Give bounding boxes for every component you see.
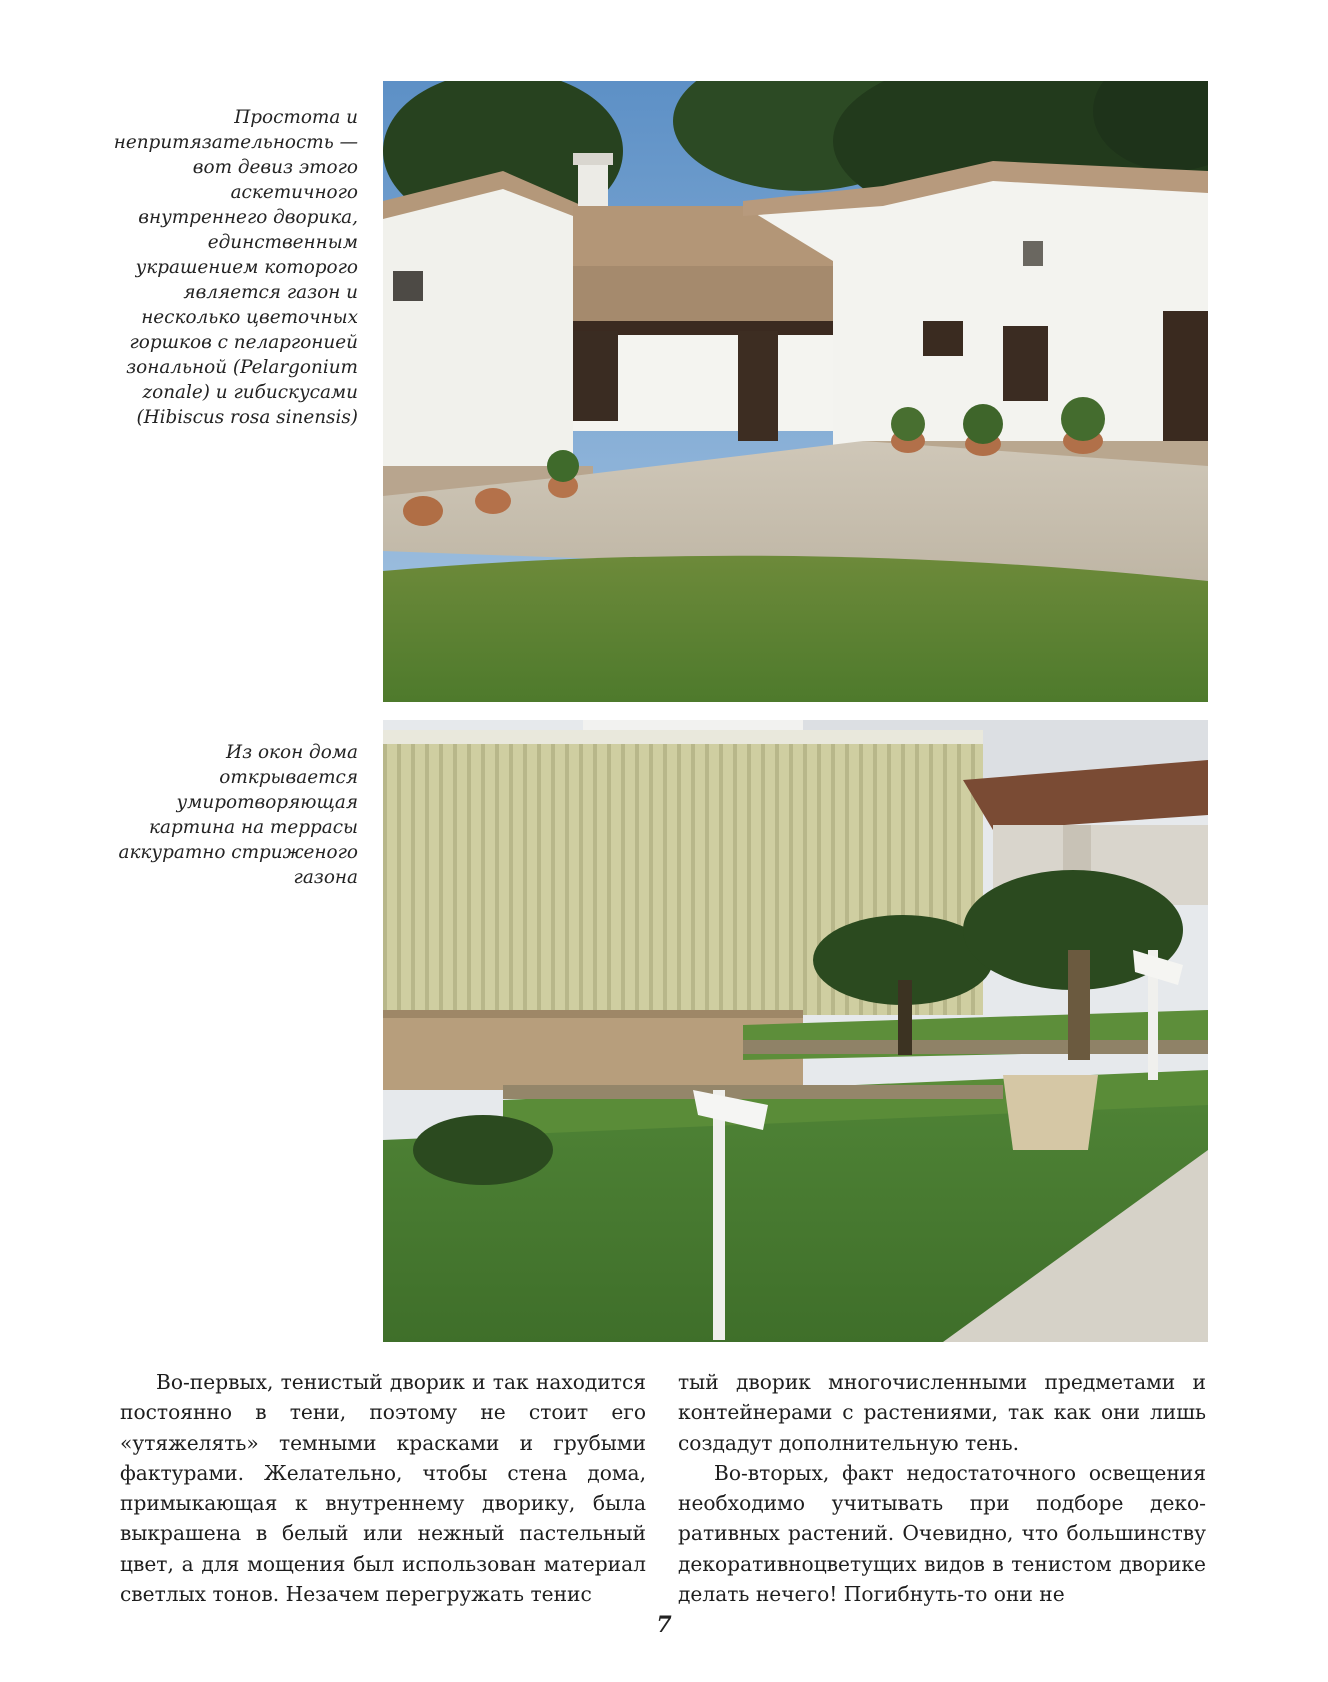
caption-line: несколько цветочных [141, 307, 358, 328]
body-column-left [120, 1367, 646, 1609]
caption-line: единственным [207, 232, 358, 253]
paragraph-continuation: тый дворик многочисленными предметами и контейнерами с растениями, так как они лишь создадут дополнительную тень. [678, 1370, 1206, 1455]
caption-line: непритязательность — [113, 132, 358, 153]
caption-line: аккуратно стриженого [118, 842, 358, 863]
paragraph-second: Во-вторых, факт недостаточного освещения необходимо учитывать при подборе декоративных растений. Очевидно, что большинству декоративноцветущих видов в тенистом дворике делать нечего! Погибнуть-то они не [678, 1460, 1206, 1607]
photo-caption-terraces [108, 740, 358, 890]
caption-line: (Hibiscus rosa sinensis) [136, 407, 358, 428]
caption-line: открывается [219, 767, 358, 788]
photo-caption-courtyard [108, 105, 358, 430]
caption-line: умиротворяющая [176, 792, 358, 813]
photo-terraced-lawn [383, 720, 1208, 1342]
caption-line: Простота и [234, 107, 358, 128]
caption-line: Из окон дома [226, 742, 358, 763]
caption-line: газона [293, 867, 358, 888]
body-column-right [678, 1367, 1206, 1609]
caption-line: горшков с пеларгонией [129, 332, 358, 353]
caption-line: картина на террасы [149, 817, 358, 838]
photo-courtyard-house [383, 81, 1208, 702]
caption-line: вот девиз этого [192, 157, 358, 178]
page-number: 7 [656, 1612, 672, 1638]
caption-line: зональной (Pelargonium [126, 357, 358, 378]
caption-line: аскетичного [230, 182, 358, 203]
caption-line: zonale) и гибискусами [142, 382, 358, 403]
paragraph-first: Во-первых, тенистый дворик и так находится постоянно в тени, поэтому не стоит его «утяжелять» темными красками и грубыми фактурами. Желательно, чтобы стена дома, примыкающая к внутреннему дворику, была выкрашена в белый или нежный пастельный цвет, а для мощения был использован материал светлых тонов. Незачем перегружать тенис [120, 1370, 646, 1607]
caption-line: украшением которого [135, 257, 358, 278]
caption-line: является газон и [183, 282, 358, 303]
caption-line: внутреннего дворика, [138, 207, 358, 228]
